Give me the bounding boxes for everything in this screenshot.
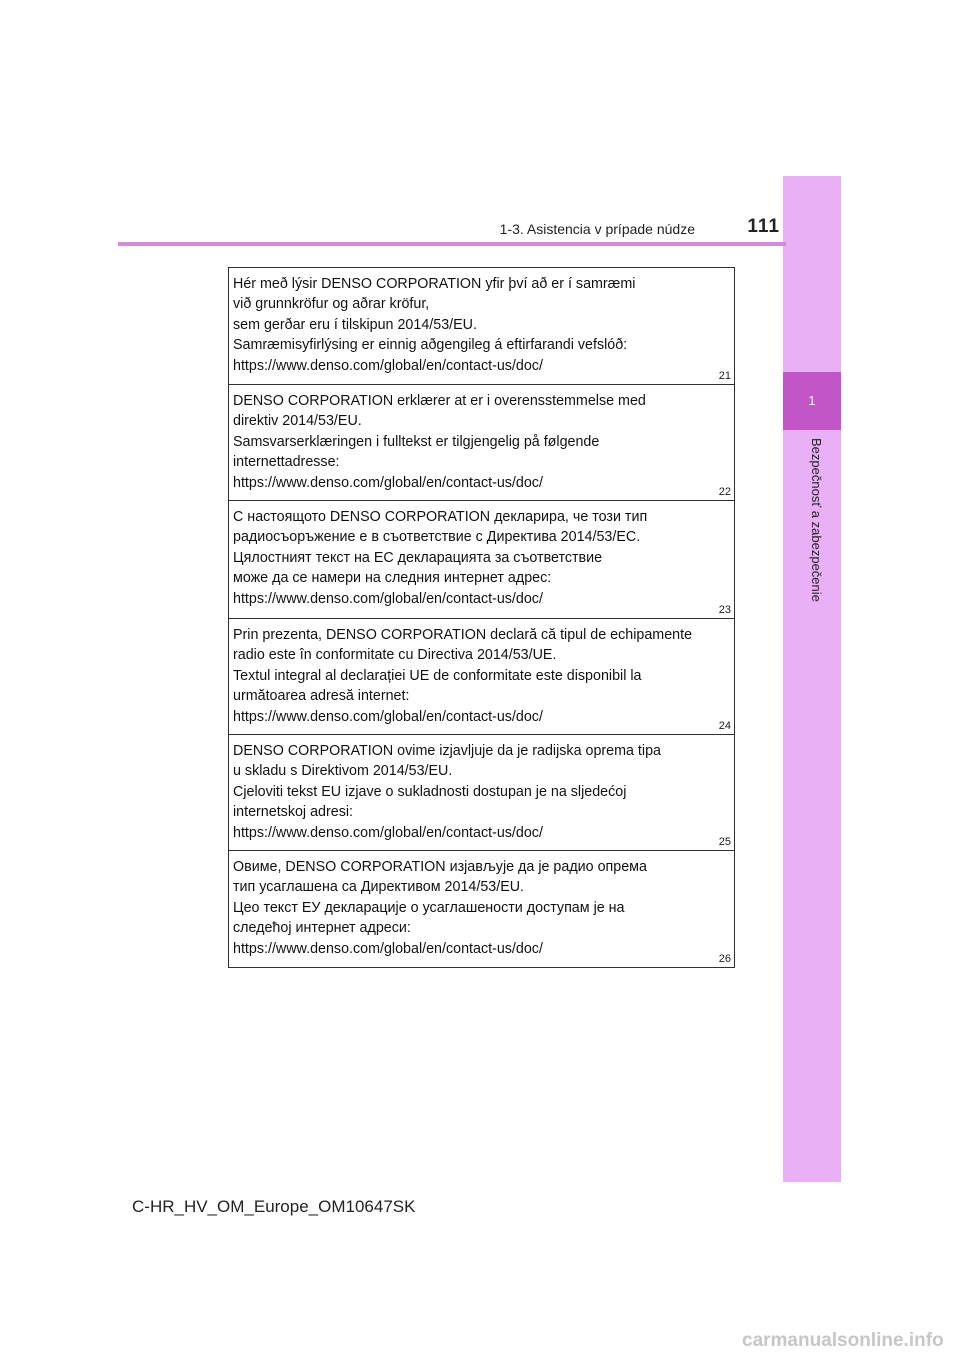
declaration-line: DENSO CORPORATION ovime izjavljuje da je radijska oprema tipa <box>233 743 661 759</box>
declaration-number: 21 <box>718 370 731 382</box>
side-tab <box>783 176 841 1182</box>
declaration-line: direktiv 2014/53/EU. <box>233 413 362 430</box>
declaration-line: следећој интернет адреси: <box>233 920 411 937</box>
declaration-line: Samræmisyfirlýsing er einnig aðgengileg á eftirfarandi vefslóð: <box>233 337 628 354</box>
watermark: carmanualsonline.info <box>742 1330 944 1351</box>
declaration-line: С настоящото DENSO CORPORATION декларира, че този тип <box>233 509 648 525</box>
chapter-title: Bezpečnosť a zabezpečenie <box>809 438 824 602</box>
declaration-line: Samsvarserklæringen i fulltekst er tilgjengelig på følgende <box>233 433 600 450</box>
declaration-line: https://www.denso.com/global/en/contact-us/doc/ <box>233 940 543 957</box>
declaration-box <box>229 268 734 385</box>
declaration-line: Textul integral al declarației UE de conformitate este disponibil la <box>233 667 642 684</box>
chapter-number-box: 1 <box>783 372 841 430</box>
declaration-number: 25 <box>718 836 731 848</box>
declaration-number: 26 <box>718 953 731 965</box>
declaration-number: 23 <box>718 604 731 616</box>
declaration-line: Cjeloviti tekst EU izjave o sukladnosti dostupan je na sljedećoj <box>233 783 627 800</box>
declaration-line: https://www.denso.com/global/en/contact-us/doc/ <box>233 824 543 841</box>
declaration-line: Prin prezenta, DENSO CORPORATION declară că tipul de echipamente <box>233 627 693 643</box>
declaration-line: https://www.denso.com/global/en/contact-us/doc/ <box>233 590 543 607</box>
declaration-line: https://www.denso.com/global/en/contact-us/doc/ <box>233 708 543 725</box>
declaration-line: Цео текст ЕУ декларације о усаглашености доступам је на <box>233 899 625 916</box>
declaration-box <box>229 851 734 967</box>
declaration-line: радиосъоръжение е в съответствие с Директива 2014/53/ЕС. <box>233 529 641 546</box>
declaration-number: 24 <box>718 720 731 732</box>
declaration-box <box>229 735 734 851</box>
declaration-line: тип усаглашена са Директивом 2014/53/EU. <box>233 879 525 896</box>
declaration-box <box>229 501 734 619</box>
declaration-line: următoarea adresă internet: <box>233 688 410 705</box>
declaration-line: radio este în conformitate cu Directiva 2014/53/UE. <box>233 647 557 664</box>
declaration-line: Hér með lýsir DENSO CORPORATION yfir því að er í samræmi <box>233 276 636 292</box>
declaration-box <box>229 385 734 501</box>
declaration-line: u skladu s Direktivom 2014/53/EU. <box>233 763 453 780</box>
declaration-line: internetskoj adresi: <box>233 804 353 821</box>
header-rule <box>118 242 786 246</box>
declaration-line: internettadresse: <box>233 454 340 471</box>
declaration-line: https://www.denso.com/global/en/contact-us/doc/ <box>233 474 543 491</box>
declaration-line: við grunnkröfur og aðrar kröfur, <box>233 296 430 313</box>
declaration-line: Овиме, DENSO CORPORATION изјављује да је радио опрема <box>233 859 647 875</box>
declaration-line: Цялостният текст на ЕС декларацията за съответствие <box>233 549 603 566</box>
section-title: 1-3. Asistencia v prípade núdze <box>499 221 695 237</box>
declaration-line: може да се намери на следния интернет адрес: <box>233 570 552 587</box>
declaration-line: sem gerðar eru í tilskipun 2014/53/EU. <box>233 316 477 333</box>
page-number: 111 <box>747 216 780 237</box>
declaration-line: https://www.denso.com/global/en/contact-us/doc/ <box>233 357 543 374</box>
declaration-box <box>229 619 734 735</box>
declarations-table <box>228 267 735 968</box>
manual-code: C-HR_HV_OM_Europe_OM10647SK <box>132 1197 416 1216</box>
declaration-number: 22 <box>718 486 731 498</box>
declaration-line: DENSO CORPORATION erklærer at er i overensstemmelse med <box>233 393 646 409</box>
